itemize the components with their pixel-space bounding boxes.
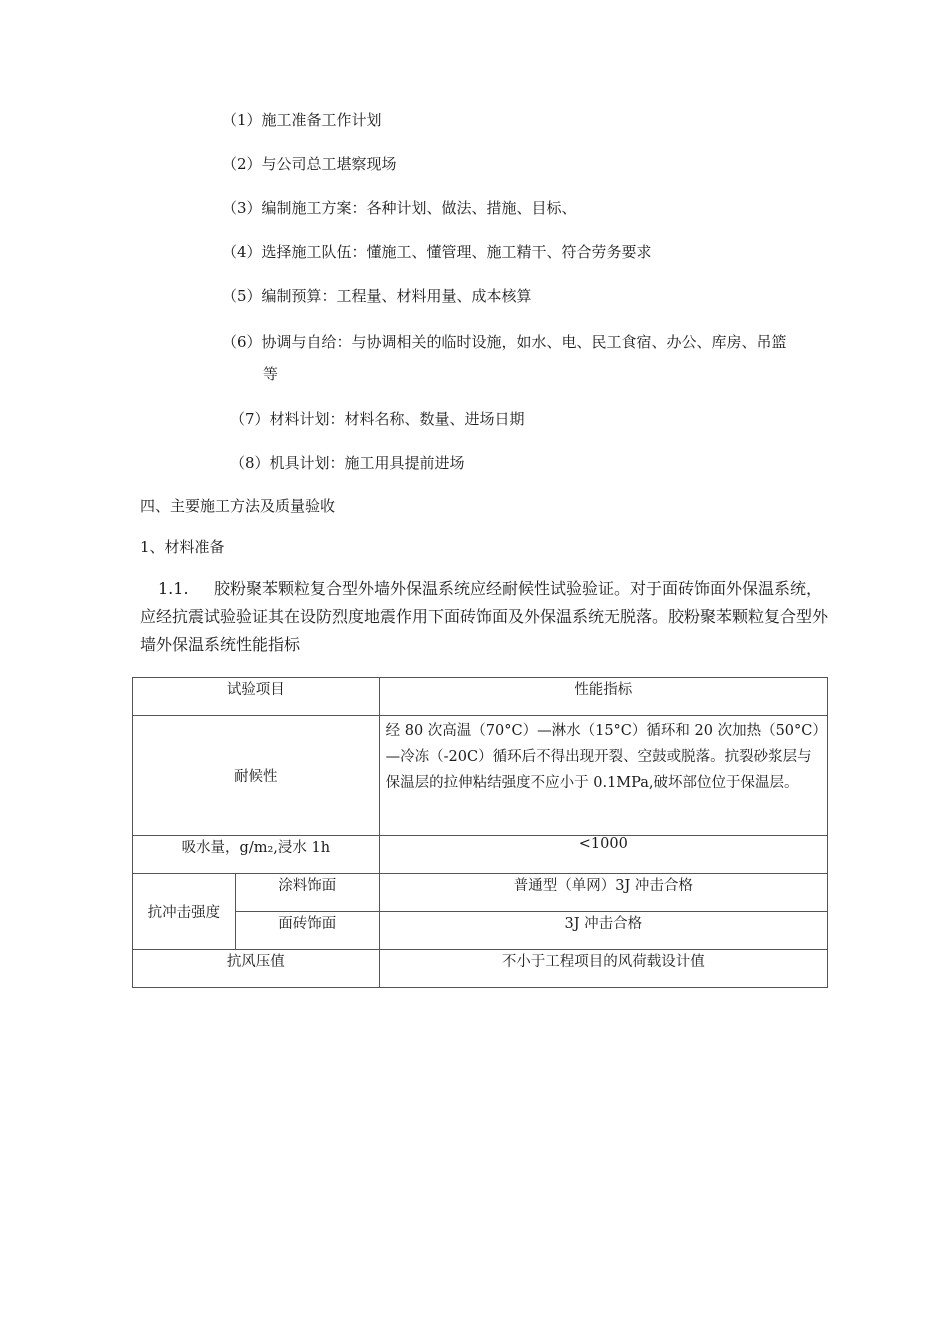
table-header-row <box>133 678 828 716</box>
cell-wind-spec: 不小于工程项目的风荷载设计值 <box>379 950 827 988</box>
cell-absorption-spec: <1000 <box>379 836 827 874</box>
prep-item-8: （8）机具计划：施工用具提前进场 <box>230 454 465 472</box>
table-row <box>133 912 828 950</box>
prep-item-6: （6）协调与自给：与协调相关的临时设施，如水、电、民工食宿、办公、库房、吊篮 <box>222 333 787 351</box>
table-row <box>133 874 828 912</box>
section-heading: 四、主要施工方法及质量验收 <box>140 497 336 515</box>
table-row <box>133 716 828 836</box>
cell-impact-sub2: 面砖饰面 <box>235 912 379 950</box>
prep-item-1: （1）施工准备工作计划 <box>222 111 382 129</box>
cell-absorption-item: 吸水量，g/m₂,浸水 1h <box>133 836 380 874</box>
paragraph-text: 胶粉聚苯颗粒复合型外墙外保温系统应经耐候性试验验证。对于面砖饰面外保温系统，应经抗震试验验证其在设防烈度地震作用下面砖饰面及外保温系统无脱落。胶粉聚苯颗粒复合型外墙外保温系统性能指标 <box>140 579 829 654</box>
prep-item-6-continuation: 等 <box>263 365 279 383</box>
table-row <box>133 836 828 874</box>
header-test-item: 试验项目 <box>133 678 380 716</box>
body-paragraph <box>140 575 830 659</box>
performance-table <box>132 677 828 988</box>
table-row <box>133 950 828 988</box>
cell-weather-item: 耐候性 <box>133 716 380 836</box>
cell-weather-spec: 经 80 次高温（70°C）—淋水（15°C）循环和 20 次加热（50°C）—冷冻（-20C）循环后不得出现开裂、空鼓或脱落。抗裂砂浆层与保温层的拉伸粘结强度不应小于 0.1MPa,破坏部位位于保温层。 <box>379 716 827 836</box>
cell-impact-item: 抗冲击强度 <box>133 874 236 950</box>
prep-item-2: （2）与公司总工堪察现场 <box>222 155 397 173</box>
cell-impact-sub1: 涂料饰面 <box>235 874 379 912</box>
header-performance: 性能指标 <box>379 678 827 716</box>
prep-item-4: （4）选择施工队伍：懂施工、懂管理、施工精干、符合劳务要求 <box>222 243 652 261</box>
prep-item-3: （3）编制施工方案：各种计划、做法、措施、目标、 <box>222 199 577 217</box>
cell-impact-spec2: 3J 冲击合格 <box>379 912 827 950</box>
subsection-heading: 1、材料准备 <box>140 538 225 556</box>
prep-item-7: （7）材料计划：材料名称、数量、进场日期 <box>230 410 525 428</box>
cell-impact-spec1: 普通型（单网）3J 冲击合格 <box>379 874 827 912</box>
cell-wind-item: 抗风压值 <box>133 950 380 988</box>
paragraph-number: 1.1. <box>158 579 189 598</box>
prep-item-5: （5）编制预算：工程量、材料用量、成本核算 <box>222 287 532 305</box>
